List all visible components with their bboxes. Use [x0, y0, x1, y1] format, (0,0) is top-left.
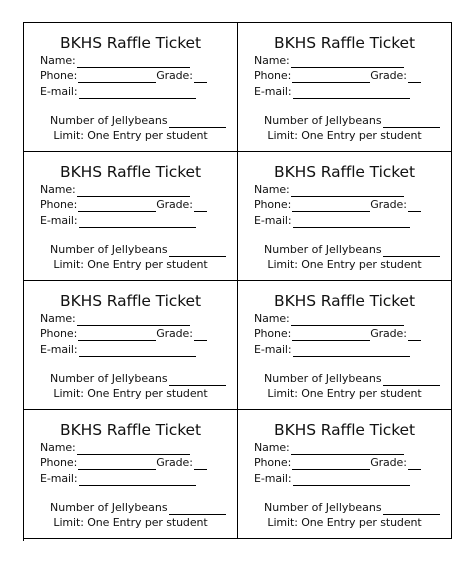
ticket-title: BKHS Raffle Ticket	[60, 34, 201, 52]
name-field	[254, 183, 404, 197]
limit-text: Limit: One Entry per student	[53, 258, 208, 271]
email-field	[254, 214, 410, 228]
email-label: E-mail:	[254, 85, 292, 98]
phone-label: Phone:	[254, 456, 292, 469]
name-blank	[77, 443, 190, 455]
email-blank	[293, 216, 410, 228]
phone-blank	[292, 200, 370, 212]
name-blank	[291, 56, 404, 68]
jellybeans-label: Number of Jellybeans	[50, 114, 168, 127]
name-field	[40, 441, 190, 455]
name-field	[40, 183, 190, 197]
phone-grade-field	[40, 327, 207, 341]
phone-grade-field	[254, 327, 421, 341]
name-label: Name:	[40, 183, 76, 196]
phone-grade-field	[40, 198, 207, 212]
email-blank	[79, 216, 196, 228]
name-field	[254, 54, 404, 68]
phone-grade-field	[40, 69, 207, 83]
name-field	[254, 441, 404, 455]
grade-blank	[194, 458, 207, 470]
phone-blank	[78, 458, 156, 470]
email-label: E-mail:	[40, 343, 78, 356]
jellybeans-field	[264, 501, 440, 515]
grade-blank	[408, 71, 421, 83]
jellybeans-blank	[383, 374, 440, 386]
phone-label: Phone:	[40, 327, 78, 340]
ticket-title: BKHS Raffle Ticket	[274, 421, 415, 439]
grade-label: Grade:	[156, 69, 193, 82]
limit-text: Limit: One Entry per student	[53, 129, 208, 142]
jellybeans-label: Number of Jellybeans	[50, 372, 168, 385]
ticket-title: BKHS Raffle Ticket	[60, 163, 201, 181]
jellybeans-label: Number of Jellybeans	[50, 243, 168, 256]
email-field	[254, 85, 410, 99]
name-label: Name:	[254, 312, 290, 325]
grade-label: Grade:	[370, 69, 407, 82]
grade-label: Grade:	[370, 198, 407, 211]
raffle-ticket	[238, 410, 452, 539]
limit-text: Limit: One Entry per student	[53, 516, 208, 529]
jellybeans-field	[50, 114, 226, 128]
name-label: Name:	[40, 54, 76, 67]
email-label: E-mail:	[254, 343, 292, 356]
name-label: Name:	[254, 183, 290, 196]
phone-label: Phone:	[254, 69, 292, 82]
ticket-title: BKHS Raffle Ticket	[274, 292, 415, 310]
email-blank	[79, 345, 196, 357]
email-label: E-mail:	[40, 472, 78, 485]
phone-label: Phone:	[40, 69, 78, 82]
phone-blank	[292, 458, 370, 470]
phone-blank	[78, 200, 156, 212]
name-label: Name:	[40, 441, 76, 454]
phone-blank	[292, 71, 370, 83]
raffle-ticket	[24, 410, 238, 539]
jellybeans-blank	[383, 245, 440, 257]
email-blank	[293, 345, 410, 357]
raffle-ticket	[238, 23, 452, 152]
limit-text: Limit: One Entry per student	[53, 387, 208, 400]
name-field	[40, 54, 190, 68]
email-label: E-mail:	[254, 472, 292, 485]
jellybeans-field	[264, 243, 440, 257]
jellybeans-blank	[383, 116, 440, 128]
email-blank	[79, 87, 196, 99]
email-blank	[79, 474, 196, 486]
jellybeans-label: Number of Jellybeans	[264, 372, 382, 385]
grade-label: Grade:	[156, 198, 193, 211]
jellybeans-field	[264, 114, 440, 128]
jellybeans-blank	[169, 116, 226, 128]
email-label: E-mail:	[40, 214, 78, 227]
phone-label: Phone:	[254, 327, 292, 340]
email-field	[254, 472, 410, 486]
name-blank	[77, 185, 190, 197]
phone-grade-field	[40, 456, 207, 470]
phone-grade-field	[254, 69, 421, 83]
name-blank	[291, 443, 404, 455]
jellybeans-blank	[169, 374, 226, 386]
name-blank	[77, 56, 190, 68]
email-field	[40, 343, 196, 357]
grade-blank	[408, 458, 421, 470]
name-field	[40, 312, 190, 326]
phone-blank	[78, 71, 156, 83]
jellybeans-blank	[169, 503, 226, 515]
grade-blank	[194, 71, 207, 83]
jellybeans-blank	[383, 503, 440, 515]
phone-label: Phone:	[40, 198, 78, 211]
name-field	[254, 312, 404, 326]
name-label: Name:	[40, 312, 76, 325]
jellybeans-label: Number of Jellybeans	[50, 501, 168, 514]
jellybeans-field	[50, 501, 226, 515]
grade-blank	[408, 200, 421, 212]
grade-label: Grade:	[370, 456, 407, 469]
jellybeans-label: Number of Jellybeans	[264, 114, 382, 127]
email-blank	[293, 474, 410, 486]
jellybeans-field	[264, 372, 440, 386]
grade-label: Grade:	[370, 327, 407, 340]
name-label: Name:	[254, 54, 290, 67]
phone-grade-field	[254, 198, 421, 212]
email-field	[40, 214, 196, 228]
raffle-ticket	[24, 152, 238, 281]
email-blank	[293, 87, 410, 99]
raffle-ticket-sheet	[23, 22, 452, 541]
raffle-ticket	[24, 23, 238, 152]
email-field	[40, 472, 196, 486]
grade-blank	[408, 329, 421, 341]
limit-text: Limit: One Entry per student	[267, 129, 422, 142]
grade-label: Grade:	[156, 327, 193, 340]
ticket-title: BKHS Raffle Ticket	[274, 34, 415, 52]
email-field	[254, 343, 410, 357]
ticket-title: BKHS Raffle Ticket	[60, 421, 201, 439]
ticket-title: BKHS Raffle Ticket	[274, 163, 415, 181]
raffle-ticket	[238, 281, 452, 410]
jellybeans-field	[50, 372, 226, 386]
jellybeans-field	[50, 243, 226, 257]
jellybeans-label: Number of Jellybeans	[264, 501, 382, 514]
raffle-ticket	[24, 281, 238, 410]
grade-label: Grade:	[156, 456, 193, 469]
phone-label: Phone:	[40, 456, 78, 469]
email-label: E-mail:	[40, 85, 78, 98]
jellybeans-blank	[169, 245, 226, 257]
phone-blank	[78, 329, 156, 341]
limit-text: Limit: One Entry per student	[267, 258, 422, 271]
name-blank	[291, 314, 404, 326]
jellybeans-label: Number of Jellybeans	[264, 243, 382, 256]
raffle-ticket	[238, 152, 452, 281]
phone-grade-field	[254, 456, 421, 470]
phone-label: Phone:	[254, 198, 292, 211]
phone-blank	[292, 329, 370, 341]
ticket-title: BKHS Raffle Ticket	[60, 292, 201, 310]
email-label: E-mail:	[254, 214, 292, 227]
name-blank	[77, 314, 190, 326]
limit-text: Limit: One Entry per student	[267, 387, 422, 400]
name-blank	[291, 185, 404, 197]
name-label: Name:	[254, 441, 290, 454]
email-field	[40, 85, 196, 99]
limit-text: Limit: One Entry per student	[267, 516, 422, 529]
grade-blank	[194, 329, 207, 341]
grade-blank	[194, 200, 207, 212]
